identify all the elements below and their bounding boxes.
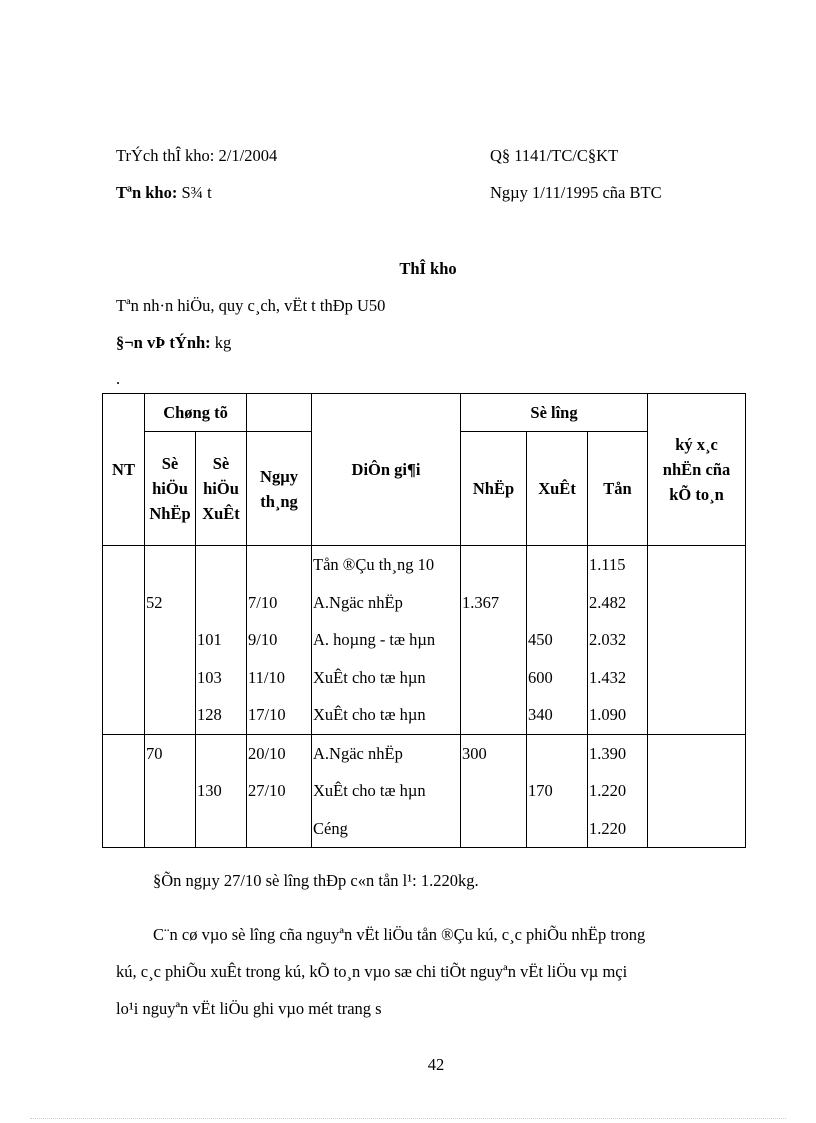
footer-divider bbox=[30, 1118, 786, 1119]
cell-dien-giai bbox=[312, 546, 461, 735]
value: A.Ngäc nhËp bbox=[313, 743, 403, 763]
value: 128 bbox=[197, 705, 222, 725]
cell-ky bbox=[648, 734, 746, 848]
value: 300 bbox=[462, 743, 487, 763]
value: 9/10 bbox=[248, 630, 278, 650]
value: 27/10 bbox=[248, 781, 286, 801]
header-ky-line1: ký x¸c bbox=[675, 435, 718, 454]
dot-marker: . bbox=[116, 369, 121, 388]
value bbox=[196, 584, 246, 622]
value bbox=[196, 546, 246, 584]
warehouse-value: S¾ t bbox=[177, 183, 212, 202]
value bbox=[145, 546, 195, 584]
cell-so-xuat bbox=[196, 546, 247, 735]
material-line: Tªn nh·n hiÖu, quy c¸ch, vËt t thÐp U50 bbox=[116, 296, 386, 315]
cell-dien-giai bbox=[312, 734, 461, 848]
header-ngay-line1: Ngµy bbox=[260, 466, 298, 486]
header-ton: Tån bbox=[588, 432, 648, 546]
value: 70 bbox=[146, 743, 163, 763]
value: 1.090 bbox=[589, 705, 627, 725]
header-so-hieu-xuat-line3: XuÊt bbox=[202, 504, 240, 523]
header-ky-line3: kÕ to¸n bbox=[669, 485, 724, 504]
value: 1.432 bbox=[589, 667, 627, 687]
cell-so-xuat bbox=[196, 734, 247, 848]
header-so-hieu-nhap bbox=[145, 432, 196, 546]
value bbox=[196, 735, 246, 773]
header-so-hieu-nhap-line3: NhËp bbox=[149, 504, 191, 523]
document-title: ThÎ kho bbox=[399, 259, 457, 278]
header-ky-xac-nhan bbox=[648, 394, 746, 546]
header-so-hieu-nhap-line2: hiÖu bbox=[152, 479, 188, 498]
value bbox=[461, 696, 526, 734]
value bbox=[527, 546, 587, 584]
value bbox=[247, 546, 311, 584]
value bbox=[461, 546, 526, 584]
header-so-hieu-xuat-line1: Sè bbox=[212, 454, 230, 473]
value: Tån ®Çu th¸ng 10 bbox=[313, 555, 435, 574]
header-nhap: NhËp bbox=[461, 432, 527, 546]
value bbox=[461, 621, 526, 659]
value: A.Ngäc nhËp bbox=[313, 592, 403, 612]
decision-number: Q§ 1141/TC/C§KT bbox=[490, 146, 619, 165]
value: 1.390 bbox=[589, 743, 627, 763]
table-row-group-1 bbox=[103, 546, 746, 735]
value bbox=[527, 810, 587, 848]
table-row-group-2 bbox=[103, 734, 746, 848]
paragraph-line-3: lo¹i nguyªn vËt liÖu ghi vµo mét trang s bbox=[116, 999, 382, 1018]
cell-ton bbox=[588, 546, 648, 735]
value: 450 bbox=[528, 630, 553, 650]
value bbox=[145, 659, 195, 697]
header-so-hieu-xuat bbox=[196, 432, 247, 546]
value bbox=[461, 659, 526, 697]
header-ngay-thang bbox=[247, 432, 312, 546]
value: 600 bbox=[528, 667, 553, 687]
cell-ton bbox=[588, 734, 648, 848]
value bbox=[461, 810, 526, 848]
value: 130 bbox=[197, 781, 222, 801]
header-so-luong: Sè lîng bbox=[461, 394, 648, 432]
excerpt-line: TrÝch thÎ kho: 2/1/2004 bbox=[116, 146, 278, 165]
value bbox=[145, 621, 195, 659]
page-number: 42 bbox=[427, 1055, 445, 1074]
value: 1.220 bbox=[589, 781, 627, 801]
cell-ngay bbox=[247, 734, 312, 848]
cell-xuat bbox=[527, 734, 588, 848]
value: 52 bbox=[146, 592, 163, 612]
value: 101 bbox=[197, 630, 222, 650]
value: 2.032 bbox=[589, 630, 627, 650]
value: XuÊt cho tæ hµn bbox=[313, 705, 426, 725]
value: 11/10 bbox=[248, 667, 285, 687]
warehouse-label: Tªn kho: bbox=[116, 183, 178, 202]
header-xuat: XuÊt bbox=[527, 432, 588, 546]
unit-label: §¬n vÞ tÝnh: bbox=[116, 333, 211, 352]
value bbox=[461, 772, 526, 810]
cell-so-nhap bbox=[145, 734, 196, 848]
value bbox=[196, 810, 246, 848]
cell-nt bbox=[103, 546, 145, 735]
stock-card-table bbox=[102, 393, 746, 848]
value: XuÊt cho tæ hµn bbox=[313, 667, 426, 687]
value bbox=[145, 810, 195, 848]
header-ky-line2: nhËn cña bbox=[662, 460, 731, 479]
header-blank bbox=[247, 394, 312, 432]
value: 103 bbox=[197, 667, 222, 687]
value bbox=[145, 696, 195, 734]
value: A. hoµng - tæ hµn bbox=[313, 630, 436, 650]
value: 340 bbox=[528, 705, 553, 725]
header-row-1 bbox=[103, 394, 746, 432]
header-chung-tu: Chøng tõ bbox=[145, 394, 247, 432]
unit-line bbox=[116, 333, 231, 353]
paragraph-line-1: C¨n cø vµo sè lîng cña nguyªn vËt liÖu tån ®Çu kú, c¸c phiÕu nhËp trong bbox=[153, 925, 646, 944]
cell-nhap bbox=[461, 734, 527, 848]
value: 20/10 bbox=[248, 743, 286, 763]
decision-date: Ngµy 1/11/1995 cña BTC bbox=[490, 183, 662, 202]
summary-paragraph: §Õn ngµy 27/10 sè lîng thÐp c«n tån l¹: 1.220kg. bbox=[153, 871, 479, 890]
unit-value: kg bbox=[210, 333, 232, 352]
cell-ngay bbox=[247, 546, 312, 735]
value bbox=[145, 772, 195, 810]
value: 17/10 bbox=[248, 705, 286, 725]
warehouse-line bbox=[116, 183, 212, 203]
value: 170 bbox=[528, 781, 553, 801]
value: 1.220 bbox=[589, 818, 627, 838]
header-nt: NT bbox=[103, 394, 145, 546]
value: 2.482 bbox=[589, 592, 627, 612]
value bbox=[527, 735, 587, 773]
cell-ky bbox=[648, 546, 746, 735]
value: Céng bbox=[313, 818, 348, 838]
header-so-hieu-xuat-line2: hiÖu bbox=[203, 479, 239, 498]
value: 7/10 bbox=[248, 592, 278, 612]
cell-nt bbox=[103, 734, 145, 848]
header-ngay-line2: th¸ng bbox=[260, 491, 298, 511]
cell-xuat bbox=[527, 546, 588, 735]
value bbox=[527, 584, 587, 622]
value: 1.115 bbox=[589, 555, 626, 574]
cell-nhap bbox=[461, 546, 527, 735]
cell-so-nhap bbox=[145, 546, 196, 735]
value: XuÊt cho tæ hµn bbox=[313, 781, 426, 801]
header-so-hieu-nhap-line1: Sè bbox=[161, 454, 179, 473]
value bbox=[247, 810, 311, 848]
value: 1.367 bbox=[462, 592, 500, 612]
header-dien-giai: DiÔn gi¶i bbox=[312, 394, 461, 546]
paragraph-line-2: kú, c¸c phiÕu xuÊt trong kú, kÕ to¸n vµo sæ chi tiÕt nguyªn vËt liÖu vµ mçi bbox=[116, 962, 628, 981]
